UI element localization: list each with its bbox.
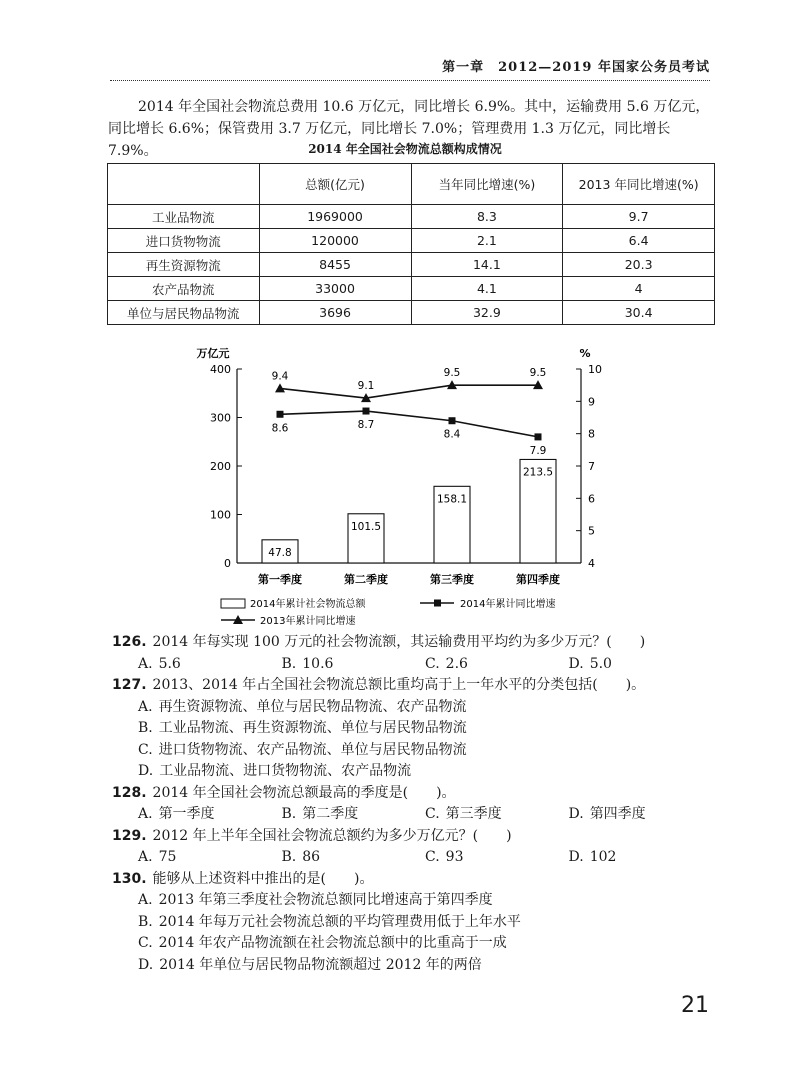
table-cell: 120000 [259,229,411,253]
table-cell: 2.1 [411,229,563,253]
table-header-row [108,164,715,205]
right-tick-label: 9 [588,395,595,409]
option-b[interactable]: B. 工业品物流、再生资源物流、单位与居民物品物流 [138,720,467,736]
category-label: 第二季度 [344,573,388,586]
left-axis-label: 万亿元 [196,347,230,360]
legend-bar-swatch [221,599,245,608]
point-value-label: 9.5 [443,367,461,380]
point-value-label: 9.4 [271,370,289,383]
table-cell: 4 [563,277,715,301]
question-127 [112,675,712,783]
point-value-label: 8.4 [443,428,461,441]
legend-square-marker [434,600,441,607]
question-text: 2014 年每实现 100 万元的社会物流额，其运输费用平均约为多少万元？( ) [152,634,646,650]
left-tick-label: 100 [210,508,231,522]
left-tick-label: 0 [224,557,231,570]
table-cell: 进口货物物流 [108,229,260,253]
logistics-table [107,163,715,325]
right-tick-label: 10 [588,363,602,376]
table-cell: 30.4 [563,301,715,325]
right-tick-label: 4 [588,557,595,570]
left-tick-label: 300 [210,411,231,425]
table-header-cell: 2013 年同比增速(%) [563,164,715,205]
series-line [280,411,538,437]
option-d[interactable]: D. 工业品物流、进口货物物流、农产品物流 [138,763,412,779]
option-c[interactable]: C. 2014 年农产品物流额在社会物流总额中的比重高于一成 [138,935,507,951]
square-marker [363,408,370,415]
option-a[interactable]: A. 2013 年第三季度社会物流总额同比增速高于第四季度 [138,892,493,908]
right-tick-label: 6 [588,492,595,506]
question-number: 128. [112,784,147,801]
table-cell: 33000 [259,277,411,301]
legend-label: 2014年累计社会物流总额 [250,599,366,610]
quarterly-logistics-chart [0,340,800,640]
option-c[interactable]: C. 93 [425,849,464,865]
point-value-label: 9.1 [357,380,375,393]
right-tick-label: 7 [588,460,595,473]
question-text: 2013、2014 年占全国社会物流总额比重均高于上一年水平的分类包括( )。 [152,677,646,693]
bar-value-label: 158.1 [436,493,468,506]
table-cell: 工业品物流 [108,205,260,229]
square-marker [449,417,456,424]
left-tick-label: 400 [210,363,231,376]
legend-label: 2014年累计同比增速 [460,599,556,610]
option-b[interactable]: B. 2014 年每万元社会物流总额的平均管理费用低于上年水平 [138,913,521,930]
point-value-label: 9.5 [529,367,547,380]
question-number: 129. [112,827,147,844]
page-header [110,56,710,81]
intro-paragraph: 2014 年全国社会物流总费用 10.6 万亿元，同比增长 6.9%。其中，运输费用 5.6 万亿元，同比增长 6.6%；保管费用 3.7 万亿元，同比增长 7.0%；管理费用 1.3 万亿元，同比增长 7.9%。 [108,99,710,159]
question-number: 130. [112,870,147,887]
table-cell: 14.1 [411,253,563,277]
point-value-label: 8.7 [357,419,375,432]
page-number: 21 [681,993,709,1018]
question-number: 126. [112,634,147,650]
question-128 [112,783,712,826]
table-cell: 20.3 [563,253,715,277]
option-d[interactable]: D. 5.0 [568,655,612,672]
option-b[interactable]: B. 10.6 [281,655,334,672]
question-number: 127. [112,677,147,693]
table-row [108,229,715,253]
table-header-cell [108,164,260,205]
left-tick-label: 200 [210,460,231,473]
question-126 [112,632,712,675]
question-130 [112,869,712,977]
option-c[interactable]: C. 第三季度 [425,806,502,822]
legend-label: 2013年累计同比增速 [260,616,356,627]
right-axis-label: % [579,347,591,360]
table-cell: 9.7 [563,205,715,229]
option-d[interactable]: D. 第四季度 [568,806,646,822]
point-value-label: 8.6 [271,422,289,435]
option-a[interactable]: A. 5.6 [138,655,181,672]
table-row [108,253,715,277]
question-text: 2014 年全国社会物流总额最高的季度是( )。 [152,784,456,801]
option-b[interactable]: B. 第二季度 [281,806,359,822]
table-cell: 4.1 [411,277,563,301]
option-d[interactable]: D. 2014 年单位与居民物品物流额超过 2012 年的两倍 [138,956,482,973]
table-header-cell: 总额(亿元) [259,164,411,205]
table-cell: 32.9 [411,301,563,325]
right-tick-label: 8 [588,427,595,441]
chapter-title: 第一章 2012—2019 年国家公务员考试 [442,60,710,75]
question-129 [112,826,712,869]
table-header-cell: 当年同比增速(%) [411,164,563,205]
table-title: 2014 年全国社会物流总额构成情况 [308,142,502,156]
bar-value-label: 213.5 [522,466,554,479]
table-cell: 3696 [259,301,411,325]
option-c[interactable]: C. 进口货物物流、农产品物流、单位与居民物品物流 [138,741,467,758]
square-marker [277,411,284,418]
option-a[interactable]: A. 75 [138,849,177,865]
bar-value-label: 47.8 [268,546,292,559]
chart-svg [0,340,800,640]
question-list [112,632,712,976]
right-tick-label: 5 [588,524,595,538]
table-cell: 再生资源物流 [108,253,260,277]
point-value-label: 7.9 [529,444,547,457]
series-line [280,385,538,398]
option-b[interactable]: B. 86 [281,849,321,865]
table-row [108,205,715,229]
table-cell: 单位与居民物品物流 [108,301,260,325]
category-label: 第四季度 [516,573,560,586]
category-label: 第三季度 [430,573,474,586]
option-d[interactable]: D. 102 [568,849,617,865]
table-cell: 8.3 [411,205,563,229]
question-text: 能够从上述资料中推出的是( )。 [152,870,374,887]
option-c[interactable]: C. 2.6 [425,655,468,672]
table-row [108,301,715,325]
table-row [108,277,715,301]
category-label: 第一季度 [258,573,302,586]
option-a[interactable]: A. 第一季度 [138,806,215,822]
table-cell: 1969000 [259,205,411,229]
option-a[interactable]: A. 再生资源物流、单位与居民物品物流、农产品物流 [138,698,467,715]
bar-value-label: 101.5 [350,520,382,533]
table-cell: 农产品物流 [108,277,260,301]
table-cell: 6.4 [563,229,715,253]
triangle-marker [275,383,285,392]
question-text: 2012 年上半年全国社会物流总额约为多少万亿元？( ) [152,827,512,844]
table-cell: 8455 [259,253,411,277]
square-marker [535,433,542,440]
